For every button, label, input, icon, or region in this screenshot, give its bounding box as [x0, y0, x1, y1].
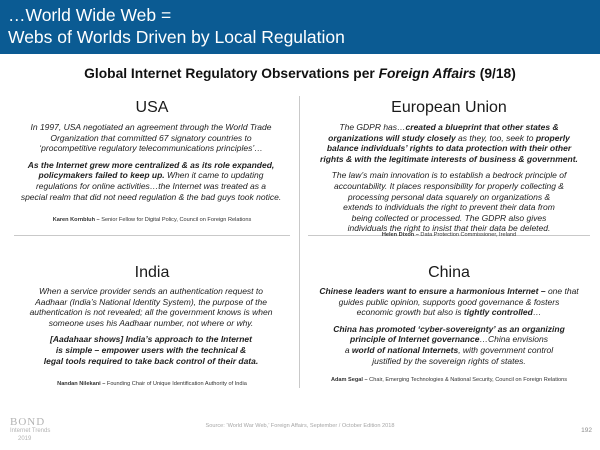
subtitle-suffix: (9/18)	[475, 66, 516, 81]
china-quote-line: guides public opinion, supports good governance & fosters	[338, 296, 560, 307]
horizontal-divider-left	[14, 235, 290, 236]
bond-logo-subtitle: Internet Trends	[10, 428, 51, 434]
slide-header	[0, 0, 600, 54]
usa-attribution: Karen Kornbluh – Senior Fellow for Digital Policy, Council on Foreign Relations	[52, 217, 252, 223]
usa-quote-line: ‘procompetitive regulatory telecommunications principles’…	[39, 143, 263, 154]
china-quote-line: a world of national Internets, with government control	[344, 344, 554, 355]
usa-quote-line: In 1997, USA negotiated an agreement through the World Trade	[30, 122, 272, 132]
usa-quote-line-mixed: policymakers failed to keep up. When it came to updating	[38, 170, 264, 181]
india-quote-line-bold: legal tools required to take back control of their data.	[43, 355, 259, 366]
eu-quote-line: rights & with the legitimate interests of business & government.	[320, 153, 578, 164]
china-attribution: Adam Segal – Chair, Emerging Technologies & National Security, Council on Foreign Relations	[330, 377, 568, 383]
india-quote-line-bold: [Aadahaar shows] India’s approach to the Internet	[50, 334, 252, 345]
usa-quote-line: Organization that committed 67 signatory countries to	[50, 132, 252, 143]
eu-quote-line: organizations will study closely as they, too, seek to properly	[328, 132, 570, 143]
slide-title-line-2: Webs of Worlds Driven by Local Regulation	[8, 27, 345, 47]
china-title: China	[428, 264, 470, 281]
eu-quote-line: extends to individuals the right to prevent their data from	[343, 202, 555, 213]
india-attribution: Nandan Nilekani – Founding Chair of Unique Identification Authority of India	[57, 381, 247, 387]
bond-logo-text: BOND	[10, 416, 46, 428]
usa-quote-line: special realm that did not need regulation & the bad guys took notice.	[20, 191, 282, 202]
india-quote	[6, 286, 296, 366]
china-quote-line: economic growth but also is tightly controlled…	[356, 307, 542, 318]
eu-quote-line: balance individuals’ rights to data protection with their other	[326, 143, 572, 154]
slide-subtitle	[0, 66, 600, 81]
subtitle-publication: Foreign Affairs	[378, 66, 476, 81]
subtitle-prefix: Global Internet Regulatory Observations per	[84, 66, 379, 81]
eu-quote-line: processing personal data squarely on organizations &	[347, 191, 551, 202]
usa-title: USA	[135, 99, 169, 116]
india-quote-line: someone uses his Aadhaar number, not where or why.	[48, 317, 254, 328]
vertical-divider	[299, 96, 300, 388]
slide-title-line-1: …World Wide Web =	[8, 5, 172, 25]
page-number: 192	[581, 427, 592, 434]
usa-quote	[6, 122, 296, 202]
usa-quote-line-bold: As the Internet grew more centralized & as its role expanded,	[27, 159, 275, 170]
source-note: Source: ‘World War Web,’ Foreign Affairs, September / October Edition 2018	[205, 423, 395, 429]
eu-quote-line: being collected or processed. The GDPR also gives	[351, 212, 547, 223]
china-quote-line: China has promoted ‘cyber-sovereignty’ as an organizing	[333, 323, 565, 334]
eu-quote	[303, 122, 595, 234]
bond-logo	[10, 417, 50, 443]
usa-quote-line: regulations for online activities…the Internet was treated as a	[35, 180, 267, 191]
eu-quote-line: accountability. It places responsibility for properly collecting &	[334, 180, 564, 191]
india-quote-line: Aadhaar (India’s National Identity System), the purpose of the	[35, 296, 267, 307]
eu-title: European Union	[391, 99, 507, 116]
china-quote	[303, 286, 595, 366]
bond-logo-year: 2019	[18, 435, 32, 442]
china-quote-line: justified by the sovereign rights of states.	[372, 355, 526, 366]
china-quote-line: principle of Internet governance…China envisions	[350, 334, 548, 345]
eu-quote-line: The GDPR has…created a blueprint that other states &	[339, 122, 559, 132]
india-quote-line: authentication is not revealed; all the government knows is when	[29, 307, 273, 318]
india-quote-line: When a service provider sends an authentication request to	[39, 286, 263, 296]
eu-quote-line: individuals the right to insist that their data be deleted.	[347, 223, 551, 234]
india-title: India	[134, 264, 170, 281]
china-quote-line: Chinese leaders want to ensure a harmonious Internet – one that	[319, 286, 579, 296]
india-quote-line-bold: is simple – empower users with the technical &	[55, 344, 247, 355]
eu-quote-line: The law’s main innovation is to establish a bedrock principle of	[331, 170, 567, 181]
eu-attribution: Helen Dixon – Data Protection Commissioner, Ireland	[381, 232, 517, 238]
